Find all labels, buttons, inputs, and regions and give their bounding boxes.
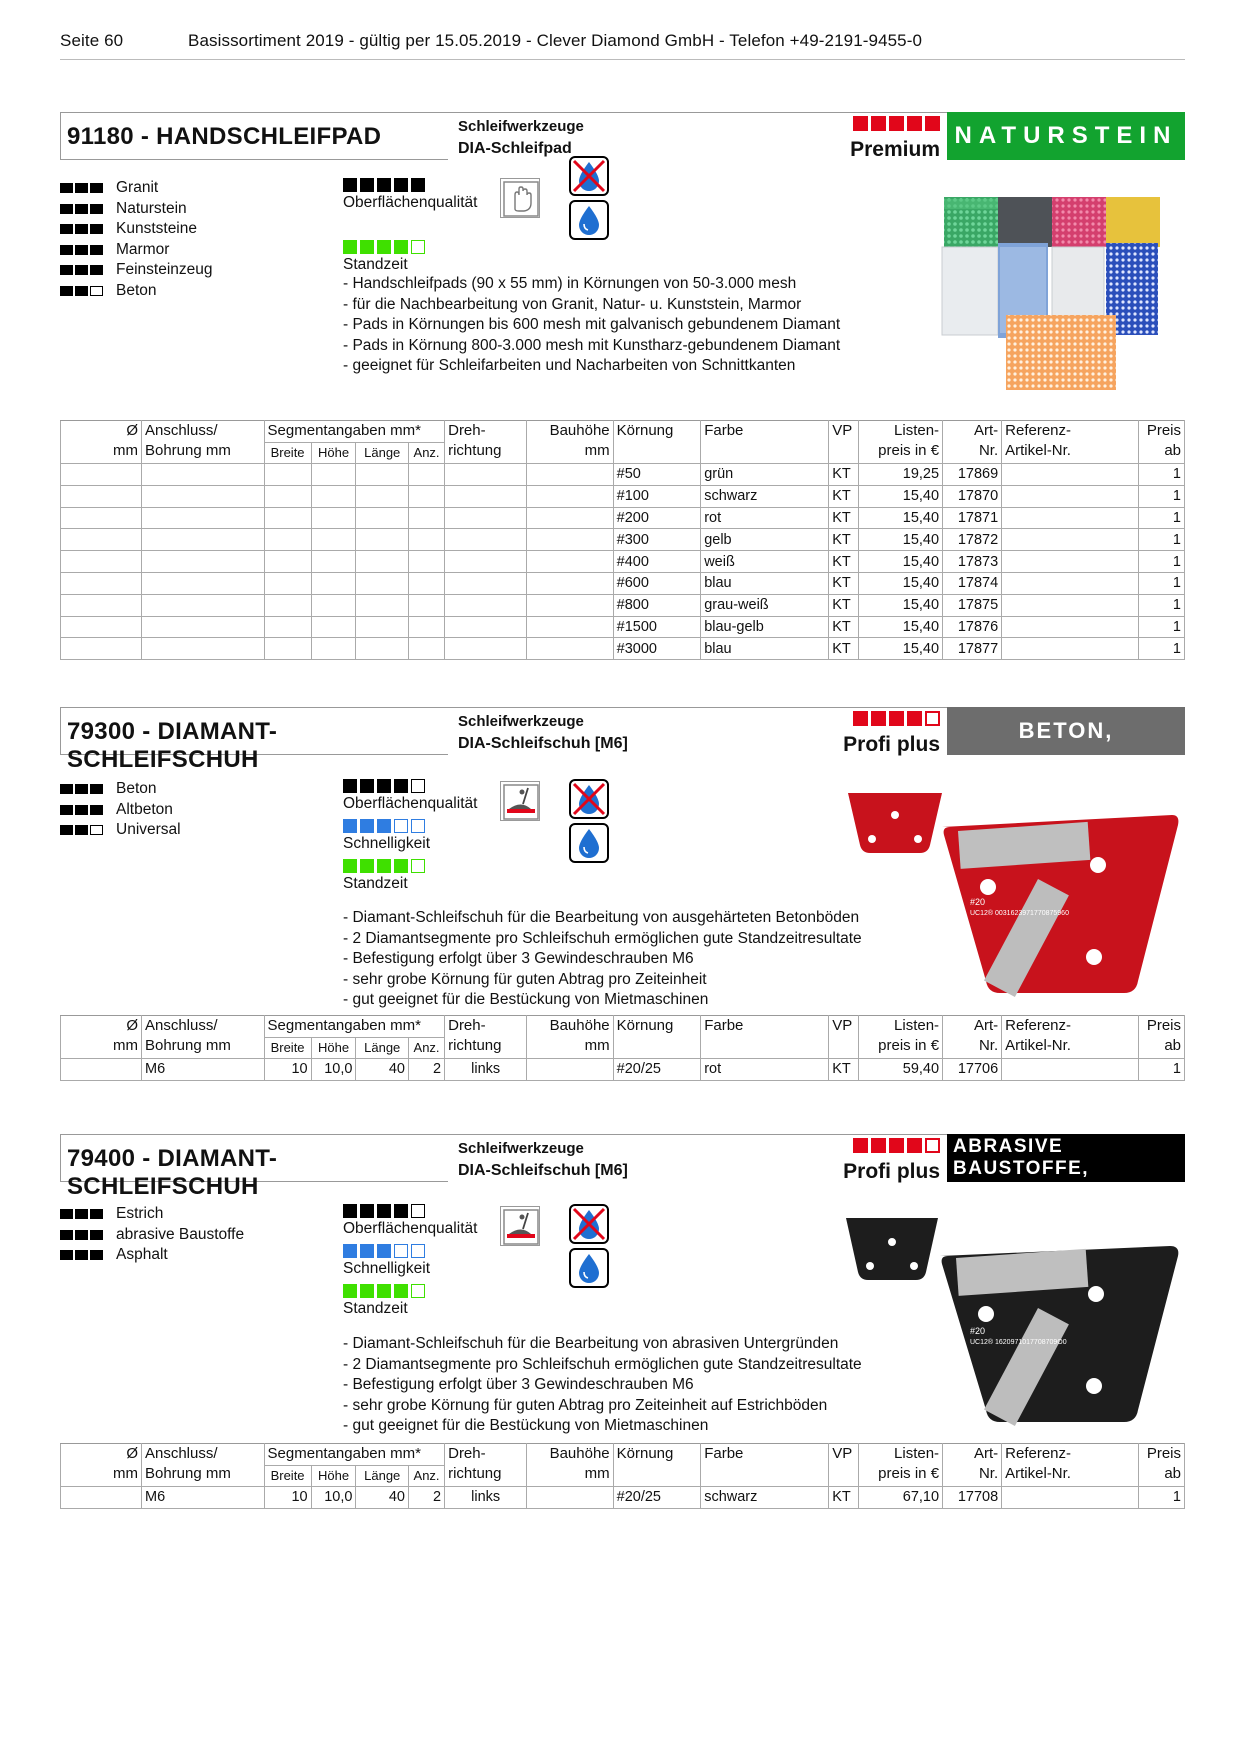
product-table: Ø mm Anschluss/ Bohrung mm Segmentangaben mm* Dreh- richtung Bauhöhe mm Körnung Farbe VP Listen- preis in € Art- Nr. Referenz- Artikel-Nr. Preis ab Breite Höhe Länge Anz. #50 grün KT 19,25 17869 1 #100 schwarz KT 15,40 17870 1 #200 rot KT 15,40 17871 1 #300 gelb KT 15,40 17872 1 #400 weiß KT 15,40 17873 1 #600 blau KT 15,40 17874 1 #800 grau-weiß KT 15,40 17875 1 #1500 blau-gelb KT 15,40 17876 1 #3000 blau KT 15,40 17877 1	[60, 420, 1185, 660]
subcategory-label: DIA-Schleifpad	[458, 140, 572, 157]
table-row: #1500 blau-gelb KT 15,40 17876 1	[61, 616, 1185, 638]
material-item: Granit	[60, 178, 213, 199]
col-vp: VP	[829, 421, 859, 464]
ratings	[343, 1204, 477, 1324]
rating-label: Oberflächenqualität	[343, 795, 478, 812]
surface-quality-rating	[343, 779, 477, 793]
table-row: #600 blau KT 15,40 17874 1	[61, 572, 1185, 594]
floor-grinder-icon	[500, 781, 540, 821]
quality-grade	[840, 1138, 940, 1184]
product-category	[458, 1138, 628, 1182]
rating-label: Standzeit	[343, 256, 408, 273]
table-row: M6 10 10,0 40 2 links #20/25 schwarz KT 67,10 17708 1	[61, 1487, 1185, 1509]
col-preis-ab: Preis ab	[1138, 421, 1184, 464]
floor-grinder-icon	[500, 1206, 540, 1246]
speed-rating	[343, 819, 477, 833]
col-bauhoehe: Bauhöhe mm	[527, 421, 613, 464]
material-list	[60, 779, 181, 841]
col-referenz: Referenz- Artikel-Nr.	[1002, 421, 1139, 464]
hand-grinding-icon	[500, 178, 540, 218]
product-table: Ø mm Anschluss/ Bohrung mm Segmentangaben mm* Dreh- richtung Bauhöhe mm Körnung Farbe VP Listen- preis in € Art- Nr. Referenz- Artikel-Nr. Preis ab Breite Höhe Länge Anz. M6 10 10,0 40 2 links #20/25 schwarz KT 67,10 17708 1	[60, 1443, 1185, 1509]
material-item: Estrich	[60, 1204, 244, 1225]
table-row: M6 10 10,0 40 2 links #20/25 rot KT 59,40 17706 1	[61, 1059, 1185, 1081]
material-item: Altbeton	[60, 800, 181, 821]
material-item: Asphalt	[60, 1245, 244, 1266]
product-photo-hand-pads	[940, 197, 1180, 392]
col-segment: Segmentangaben mm*	[264, 421, 445, 443]
table-row: #400 weiß KT 15,40 17873 1	[61, 551, 1185, 573]
photo-grit-label: #20	[970, 897, 986, 907]
surface-quality-rating	[343, 178, 477, 192]
table-row: #800 grau-weiß KT 15,40 17875 1	[61, 594, 1185, 616]
material-item: Naturstein	[60, 199, 213, 220]
product-category	[458, 116, 584, 160]
product-section-91180	[60, 112, 1185, 682]
grade-label: Profi plus	[843, 1160, 940, 1183]
ratings	[343, 178, 477, 280]
subcategory-label: DIA-Schleifschuh [M6]	[458, 1162, 628, 1179]
product-section-79400	[60, 1134, 1185, 1534]
col-koernung: Körnung	[613, 421, 701, 464]
material-item: Feinsteinzeug	[60, 260, 213, 281]
material-item: Beton	[60, 779, 181, 800]
surface-quality-rating	[343, 1204, 477, 1218]
col-farbe: Farbe	[701, 421, 829, 464]
table-row: #3000 blau KT 15,40 17877 1	[61, 638, 1185, 660]
product-description: - Diamant-Schleifschuh für die Bearbeitung von ausgehärteten Betonböden - 2 Diamantsegmente pro Schleifschuh ermöglichen gute Standzeitresultate - Befestigung erfolgt über 3 Gewindeschrauben M6 - sehr grobe Körnung für guten Abtrag pro Zeiteinheit - gut geeignet für die Bestückung von Mietmaschinen	[343, 909, 862, 1008]
speed-rating	[343, 1244, 477, 1258]
application-badge: NATURSTEIN	[947, 112, 1185, 160]
col-anschluss: Anschluss/ Bohrung mm	[141, 421, 264, 464]
quality-grade	[840, 711, 940, 757]
photo-code-label: UC12® 1620971017708709O0	[970, 1339, 1067, 1346]
application-badge: ABRASIVE BAUSTOFFE, ASPHALT	[947, 1134, 1185, 1182]
product-title-box	[60, 707, 448, 773]
grade-label: Profi plus	[843, 733, 940, 756]
col-drehrichtung: Dreh- richtung	[445, 421, 527, 464]
material-item: Marmor	[60, 240, 213, 261]
table-row: #300 gelb KT 15,40 17872 1	[61, 529, 1185, 551]
rating-label: Oberflächenqualität	[343, 194, 478, 211]
product-table: Ø mm Anschluss/ Bohrung mm Segmentangaben mm* Dreh- richtung Bauhöhe mm Körnung Farbe VP Listen- preis in € Art- Nr. Referenz- Artikel-Nr. Preis ab Breite Höhe Länge Anz. M6 10 10,0 40 2 links #20/25 rot KT 59,40 17706 1	[60, 1015, 1185, 1081]
photo-grit-label: #20	[970, 1326, 986, 1336]
rating-label: Schnelligkeit	[343, 1260, 431, 1277]
material-item: Beton	[60, 281, 213, 302]
category-label: Schleifwerkzeuge	[458, 713, 584, 730]
dry-use-icon	[569, 779, 609, 819]
lifetime-rating	[343, 859, 477, 873]
material-list	[60, 1204, 244, 1266]
product-description: - Handschleifpads (90 x 55 mm) in Körnungen von 50-3.000 mesh - für die Nachbearbeitung von Granit, Natur- u. Kunststein, Marmor - Pads in Körnungen bis 600 mesh mit galvanisch gebundenem Diamant - Pads in Körnung 800-3.000 mesh mit Kunstharz-gebundenem Diamant - geeignet für Schleifarbeiten und Nacharbeiten von Schnittkanten	[343, 275, 841, 374]
material-item: Kunststeine	[60, 219, 213, 240]
category-label: Schleifwerkzeuge	[458, 1140, 584, 1157]
wet-use-icon	[569, 200, 609, 240]
rating-label: Standzeit	[343, 1300, 408, 1317]
table-row: #100 schwarz KT 15,40 17870 1	[61, 485, 1185, 507]
quality-grade	[840, 116, 940, 162]
photo-code-label: UC12® 0031623971770875960	[970, 910, 1069, 917]
header-info: Basissortiment 2019 - gültig per 15.05.2019 - Clever Diamond GmbH - Telefon +49-2191-9455-0	[188, 31, 923, 50]
grade-label: Premium	[850, 138, 940, 161]
material-item: Universal	[60, 820, 181, 841]
wet-use-icon	[569, 823, 609, 863]
dry-use-icon	[569, 156, 609, 196]
material-item: abrasive Baustoffe	[60, 1225, 244, 1246]
dry-use-icon	[569, 1204, 609, 1244]
rating-label: Oberflächenqualität	[343, 1220, 478, 1237]
product-title: 79400 - DIAMANT-SCHLEIFSCHUH	[67, 1145, 278, 1200]
product-photo-black-shoe	[840, 1212, 1185, 1432]
grade-squares	[840, 1138, 940, 1158]
category-label: Schleifwerkzeuge	[458, 118, 584, 135]
col-listenpreis: Listen- preis in €	[858, 421, 942, 464]
grade-squares	[840, 711, 940, 731]
lifetime-rating	[343, 1284, 477, 1298]
subcategory-label: DIA-Schleifschuh [M6]	[458, 735, 628, 752]
table-row: #50 grün KT 19,25 17869 1	[61, 464, 1185, 486]
col-diameter: Ø mm	[61, 421, 142, 464]
product-title-box	[60, 1134, 448, 1200]
wet-use-icon	[569, 1248, 609, 1288]
rating-label: Standzeit	[343, 875, 408, 892]
product-description: - Diamant-Schleifschuh für die Bearbeitung von abrasiven Untergründen - 2 Diamantsegmente pro Schleifschuh ermöglichen gute Standzeitresultate - Befestigung erfolgt über 3 Gewindeschrauben M6 - sehr grobe Körnung für guten Abtrag pro Zeiteinheit auf Estrichböden - gut geeignet für die Bestückung von Mietmaschinen	[343, 1335, 862, 1434]
application-badge: BETON, UNIVERSAL	[947, 707, 1185, 755]
col-artnr: Art- Nr.	[943, 421, 1002, 464]
rating-label: Schnelligkeit	[343, 835, 431, 852]
page-header	[60, 28, 1185, 60]
product-photo-red-shoe	[840, 787, 1185, 1002]
product-title: 91180 - HANDSCHLEIFPAD	[67, 123, 382, 150]
product-section-79300	[60, 707, 1185, 1107]
grade-squares	[840, 116, 940, 136]
product-title-box	[60, 112, 448, 160]
ratings	[343, 779, 477, 899]
material-list	[60, 178, 213, 301]
page-number: Seite 60	[60, 31, 124, 50]
product-title: 79300 - DIAMANT-SCHLEIFSCHUH	[67, 718, 278, 773]
product-category	[458, 711, 628, 755]
table-row: #200 rot KT 15,40 17871 1	[61, 507, 1185, 529]
lifetime-rating	[343, 240, 477, 254]
